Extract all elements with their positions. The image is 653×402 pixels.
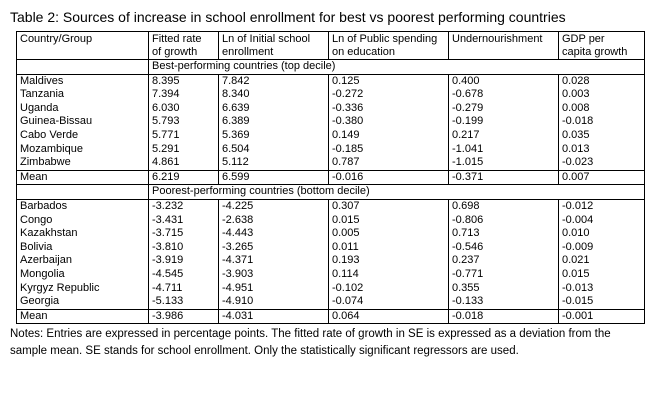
value-cell: -0.806 [449,214,559,228]
section-blank-cell [17,185,149,200]
value-cell: -0.199 [449,115,559,129]
value-cell: -2.638 [219,214,329,228]
value-cell: -4.910 [219,295,329,309]
value-cell: 5.793 [149,115,219,129]
mean-row [17,170,645,185]
row-label-cell: Kazakhstan [20,227,78,240]
column-header-line: Undernourishment [452,33,543,45]
row-label-cell: Tanzania [20,88,65,101]
column-header [559,32,645,60]
row-label-cell: Barbados [20,199,68,212]
value-cell: -3.265 [219,241,329,255]
row-label-cell: Mean [17,309,149,324]
table-row [17,88,645,102]
value-cell: 8.395 [149,74,219,88]
value-cell: 0.003 [559,88,645,102]
value-cell: 0.114 [329,268,449,282]
row-label-cell: Mean [17,170,149,185]
value-cell: 0.400 [449,74,559,88]
value-cell: 0.007 [559,170,645,185]
section-blank-cell [17,60,149,75]
value-cell: -3.903 [219,268,329,282]
section-header-row [17,60,645,75]
row-label-cell: Mozambique [20,142,83,155]
value-cell: -0.001 [559,309,645,324]
table-row [17,254,645,268]
table-row [17,214,645,228]
mean-row [17,309,645,324]
value-cell: -0.771 [449,268,559,282]
value-cell: 0.217 [449,129,559,143]
value-cell: -3.431 [149,214,219,228]
value-cell: -0.336 [329,102,449,116]
value-cell: 5.112 [219,156,329,170]
value-cell: 5.771 [149,129,219,143]
value-cell: 0.015 [329,214,449,228]
value-cell: 6.504 [219,143,329,157]
value-cell: 6.219 [149,170,219,185]
row-label-cell: Guinea-Bissau [20,115,93,128]
value-cell: 0.307 [329,199,449,213]
column-header [149,32,219,60]
table-title: Table 2: Sources of increase in school enrollment for best vs poorest performing countries [10,9,566,25]
value-cell: -0.018 [559,115,645,129]
column-header-line [452,46,555,59]
value-cell: -1.015 [449,156,559,170]
value-cell: -4.711 [149,282,219,296]
value-cell: 6.030 [149,102,219,116]
value-cell: 0.011 [329,241,449,255]
value-cell: 0.355 [449,282,559,296]
table-row [17,74,645,88]
value-cell: -0.133 [449,295,559,309]
value-cell: -0.004 [559,214,645,228]
table-row [17,156,645,170]
value-cell: -4.545 [149,268,219,282]
value-cell: -0.074 [329,295,449,309]
value-cell: -4.031 [219,309,329,324]
value-cell: 5.291 [149,143,219,157]
column-header-line: Country/Group [20,33,93,45]
value-cell: 5.369 [219,129,329,143]
value-cell: -3.232 [149,199,219,213]
row-label-cell: Georgia [20,295,60,308]
section-header-row [17,185,645,200]
value-cell: 0.013 [559,143,645,157]
value-cell: 0.149 [329,129,449,143]
column-header [329,32,449,60]
value-cell: 0.125 [329,74,449,88]
value-cell: 6.389 [219,115,329,129]
value-cell: -0.015 [559,295,645,309]
value-cell: -4.371 [219,254,329,268]
value-cell: 0.008 [559,102,645,116]
value-cell: -0.013 [559,282,645,296]
table-body [17,60,645,324]
column-header-line: Ln of Initial school [222,33,311,45]
section-label: Poorest-performing countries (bottom decile) [149,185,645,200]
value-cell: 8.340 [219,88,329,102]
value-cell: -0.678 [449,88,559,102]
column-header [449,32,559,60]
table-notes: Notes: Entries are expressed in percentage points. The fitted rate of growth in SE is expressed as a deviation from the sample mean. SE stands for school enrollment. Only the statistically significant regressors are used. [10,328,611,358]
row-label-cell: Cabo Verde [20,128,79,141]
value-cell: -1.041 [449,143,559,157]
value-cell: -0.371 [449,170,559,185]
table-row [17,295,645,309]
value-cell: -0.546 [449,241,559,255]
value-cell: -0.009 [559,241,645,255]
value-cell: 0.237 [449,254,559,268]
section-label: Best-performing countries (top decile) [149,60,645,75]
value-cell: 4.861 [149,156,219,170]
row-label-cell: Azerbaijan [20,254,72,267]
value-cell: -4.443 [219,227,329,241]
value-cell: 0.010 [559,227,645,241]
table-row [17,241,645,255]
column-header-line [20,46,145,59]
value-cell: -0.380 [329,115,449,129]
column-header [219,32,329,60]
table-row [17,129,645,143]
column-header-line: GDP per [562,33,605,45]
value-cell: 0.015 [559,268,645,282]
column-header-line: Fitted rate [152,33,202,45]
row-label-cell: Mongolia [20,267,65,280]
value-cell: -3.715 [149,227,219,241]
column-header-line: enrollment [222,45,274,58]
value-cell: 6.599 [219,170,329,185]
row-label-cell: Kyrgyz Republic [20,281,100,294]
value-cell: -3.919 [149,254,219,268]
table-row [17,199,645,213]
table-row [17,268,645,282]
value-cell: 7.842 [219,74,329,88]
row-label-cell: Maldives [20,74,64,87]
value-cell: -0.012 [559,199,645,213]
value-cell: 0.021 [559,254,645,268]
value-cell: -0.272 [329,88,449,102]
table-row [17,143,645,157]
row-label-cell: Uganda [20,101,59,114]
table-row [17,282,645,296]
column-header-line: capita growth [562,45,628,58]
value-cell: -0.185 [329,143,449,157]
table-header-row [17,32,645,60]
value-cell: 7.394 [149,88,219,102]
value-cell: -0.279 [449,102,559,116]
value-cell: 0.028 [559,74,645,88]
column-header-line: on education [332,45,395,58]
value-cell: -0.018 [449,309,559,324]
value-cell: -0.023 [559,156,645,170]
column-header [17,32,149,60]
column-header-line: of growth [152,45,198,58]
value-cell: -4.951 [219,282,329,296]
table-row [17,102,645,116]
row-label-cell: Congo [20,213,53,226]
value-cell: 0.787 [329,156,449,170]
row-label-cell: Bolivia [20,240,53,253]
value-cell: -3.810 [149,241,219,255]
value-cell: -0.016 [329,170,449,185]
table-row [17,227,645,241]
value-cell: 0.005 [329,227,449,241]
value-cell: -4.225 [219,199,329,213]
value-cell: -0.102 [329,282,449,296]
value-cell: 6.639 [219,102,329,116]
value-cell: -3.986 [149,309,219,324]
value-cell: 0.698 [449,199,559,213]
value-cell: 0.193 [329,254,449,268]
results-table [16,31,645,324]
value-cell: 0.713 [449,227,559,241]
value-cell: 0.064 [329,309,449,324]
value-cell: -5.133 [149,295,219,309]
row-label-cell: Zimbabwe [20,156,71,169]
column-header-line: Ln of Public spending [332,33,438,45]
value-cell: 0.035 [559,129,645,143]
table-row [17,115,645,129]
